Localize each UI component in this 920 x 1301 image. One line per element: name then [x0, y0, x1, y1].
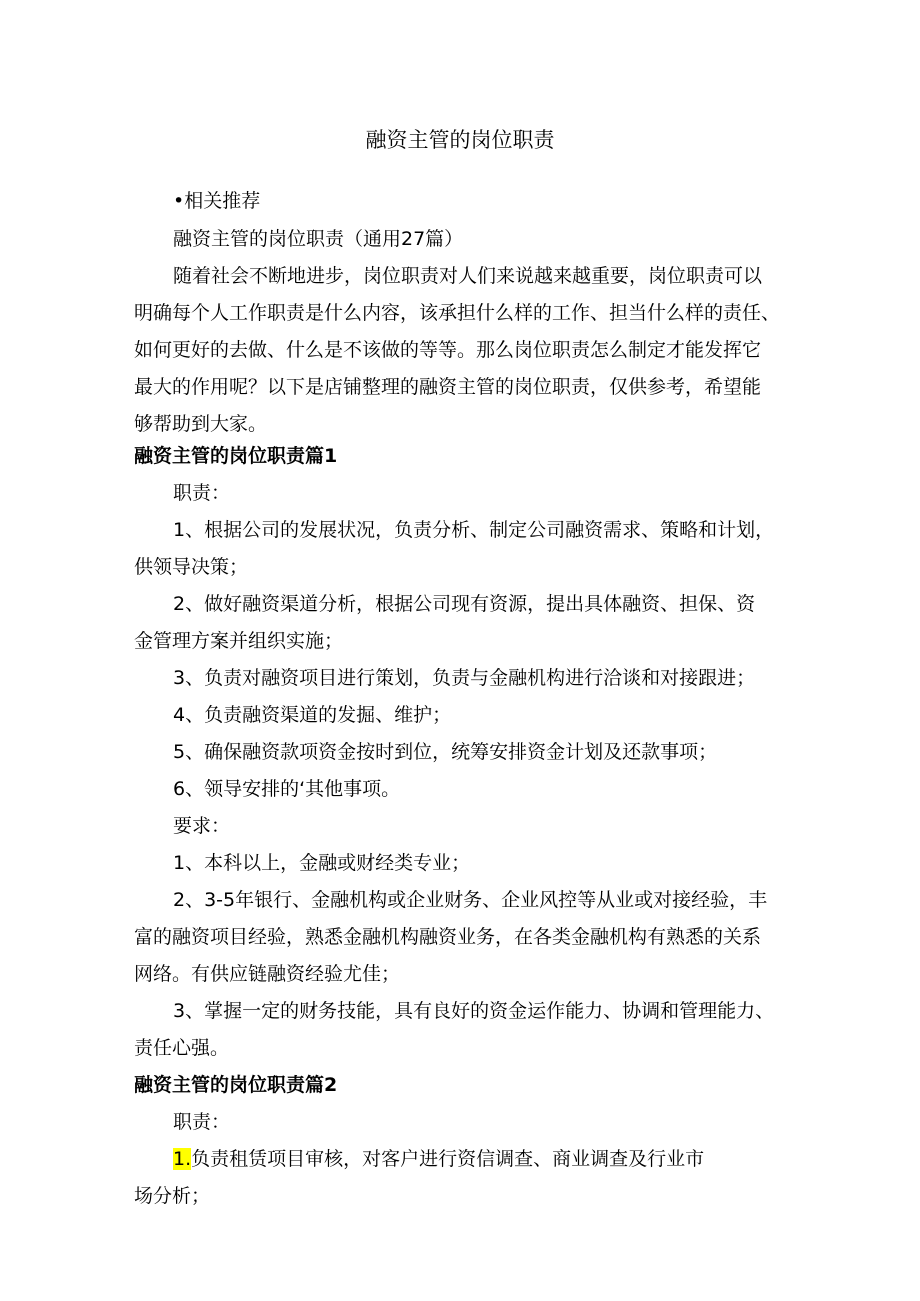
duty-item: 3、负责对融资项目进行策划，负责与金融机构进行洽谈和对接跟进； [173, 667, 756, 689]
duty-item: 1、根据公司的发展状况，负责分析、制定公司融资需求、策略和计划， [173, 519, 775, 541]
related-link[interactable]: 融资主管的岗位职责（通用27篇） [173, 228, 464, 250]
intro-line: 如何更好的去做、什么是不该做的等等。那么岗位职责怎么制定才能发挥它 [134, 339, 762, 361]
intro-line: 最大的作用呢？以下是店铺整理的融资主管的岗位职责，仅供参考，希望能 [134, 376, 762, 398]
highlighted-number: 1. [173, 1148, 192, 1170]
page-title: 融资主管的岗位职责 [365, 128, 555, 152]
duty-item: 5、确保融资款项资金按时到位，统筹安排资金计划及还款事项； [173, 741, 718, 763]
requirement-item-cont: 网络。有供应链融资经验尤佳； [134, 963, 401, 985]
duty-item: 6、领导安排的‘其他事项。 [173, 778, 401, 800]
requirement-item: 2、3-5年银行、金融机构或企业财务、企业风控等从业或对接经验，丰 [173, 889, 768, 911]
duty-item [173, 1144, 704, 1174]
requirement-item: 1、本科以上，金融或财经类专业； [173, 852, 471, 874]
requirement-item-cont: 责任心强。 [134, 1037, 230, 1059]
requirement-item: 3、掌握一定的财务技能，具有良好的资金运作能力、协调和管理能力、 [173, 1000, 775, 1022]
duty-item: 2、做好融资渠道分析，根据公司现有资源，提出具体融资、担保、资 [173, 593, 756, 615]
section-heading-1: 融资主管的岗位职责篇1 [134, 445, 338, 467]
duty-text: 负责租赁项目审核，对客户进行资信调查、商业调查及行业市 [191, 1148, 705, 1170]
duty-item: 4、负责融资渠道的发掘、维护； [173, 704, 452, 726]
duty-item-cont: 供领导决策； [134, 556, 249, 578]
duty-item-cont: 金管理方案并组织实施； [134, 630, 344, 652]
intro-line: 随着社会不断地进步，岗位职责对人们来说越来越重要，岗位职责可以 [173, 265, 763, 287]
requirements-label: 要求： [173, 815, 231, 837]
duties-label: 职责： [173, 482, 231, 504]
duty-item-cont: 场分析； [134, 1185, 211, 1207]
section-heading-2: 融资主管的岗位职责篇2 [134, 1074, 338, 1096]
intro-line: 明确每个人工作职责是什么内容，该承担什么样的工作、担当什么样的责任、 [134, 302, 781, 324]
requirement-item-cont: 富的融资项目经验，熟悉金融机构融资业务，在各类金融机构有熟悉的关系 [134, 926, 762, 948]
related-label: •相关推荐 [173, 190, 261, 212]
intro-line: 够帮助到大家。 [134, 413, 268, 435]
duties-label: 职责： [173, 1111, 231, 1133]
